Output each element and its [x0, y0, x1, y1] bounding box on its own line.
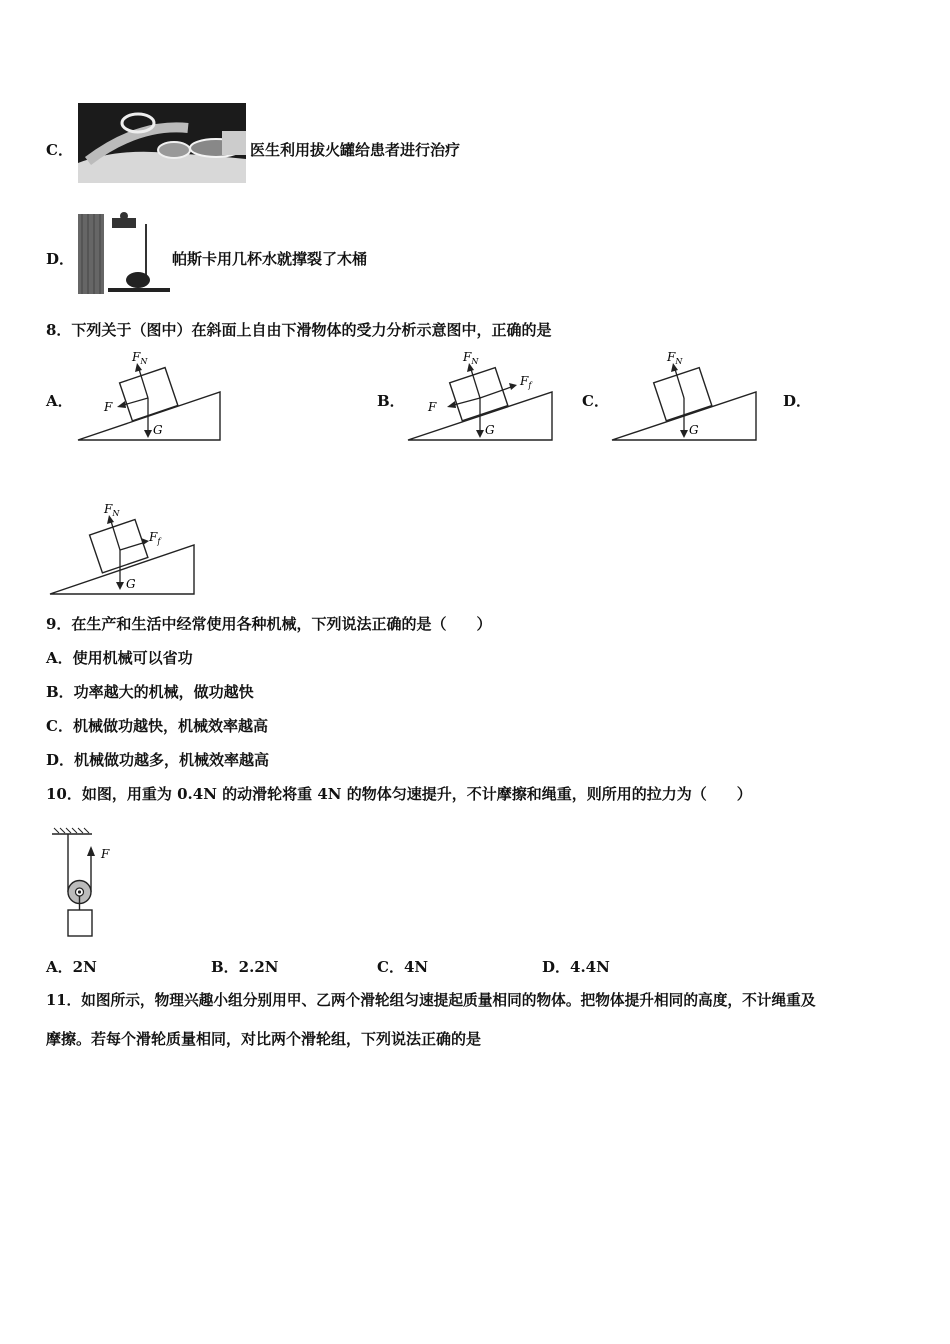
q10-option-c: C．4N — [377, 958, 429, 976]
q10-option-b: B．2.2N — [211, 958, 279, 976]
q8-diagram-a — [74, 348, 234, 448]
q11-stem-line2: 摩擦。若每个滑轮质量相同，对比两个滑轮组，下列说法正确的是 — [46, 1030, 482, 1048]
q8-diagram-b — [404, 348, 564, 448]
svg-text:F: F — [101, 847, 110, 861]
q8-option-b-label: B． — [377, 392, 405, 410]
svg-text:G: G — [485, 423, 495, 437]
q8-stem: 8．下列关于（图中）在斜面上自由下滑物体的受力分析示意图中，正确的是 — [46, 321, 552, 339]
pascal-barrel-photo — [78, 212, 172, 294]
q8-diagram-d — [46, 500, 206, 600]
movable-pulley-diagram — [46, 826, 126, 938]
svg-text:F: F — [428, 400, 437, 414]
q8-option-a-label: A． — [46, 392, 73, 410]
svg-text:Ff: $F_f$ — [520, 374, 532, 390]
svg-text:Ff: $F_f$ — [149, 530, 161, 546]
q10-option-a: A．2N — [46, 958, 97, 976]
q9-option-b: B．功率越大的机械，做功越快 — [46, 683, 254, 701]
q9-stem: 9．在生产和生活中经常使用各种机械，下列说法正确的是（ ） — [46, 615, 492, 633]
svg-text:FN: $F_N$ — [667, 350, 683, 366]
q10-option-d: D．4.4N — [542, 958, 610, 976]
q11-stem-line1: 11．如图所示，物理兴趣小组分别用甲、乙两个滑轮组匀速提起质量相同的物体。把物体提升相同的高度，不计绳重及 — [46, 992, 816, 1009]
cupping-therapy-photo — [78, 103, 246, 183]
q8-diagram-c — [608, 348, 768, 448]
svg-text:G: G — [689, 423, 699, 437]
q7-option-d-label: D． — [46, 250, 75, 268]
svg-text:FN: $F_N$ — [104, 502, 120, 518]
svg-text:FN: $F_N$ — [463, 350, 479, 366]
q7-option-d-text: 帕斯卡用几杯水就撑裂了木桶 — [172, 250, 368, 268]
q8-option-d-label: D． — [783, 392, 812, 410]
q9-option-a: A．使用机械可以省功 — [46, 649, 193, 667]
q9-option-d: D．机械做功越多，机械效率越高 — [46, 751, 270, 769]
q10-stem: 10．如图，用重为 0.4N 的动滑轮将重 4N 的物体匀速提升，不计摩擦和绳重，则所用的拉力为（ ） — [46, 785, 752, 803]
svg-text:G: G — [153, 423, 163, 437]
svg-text:F: F — [104, 400, 113, 414]
svg-text:FN: $F_N$ — [132, 350, 148, 366]
q8-option-c-label: C． — [582, 392, 609, 410]
svg-text:G: G — [126, 577, 136, 591]
q7-option-c-text: 医生利用拔火罐给患者进行治疗 — [250, 141, 461, 159]
q9-option-c: C．机械做功越快，机械效率越高 — [46, 717, 268, 735]
q7-option-c-label: C． — [46, 141, 73, 159]
